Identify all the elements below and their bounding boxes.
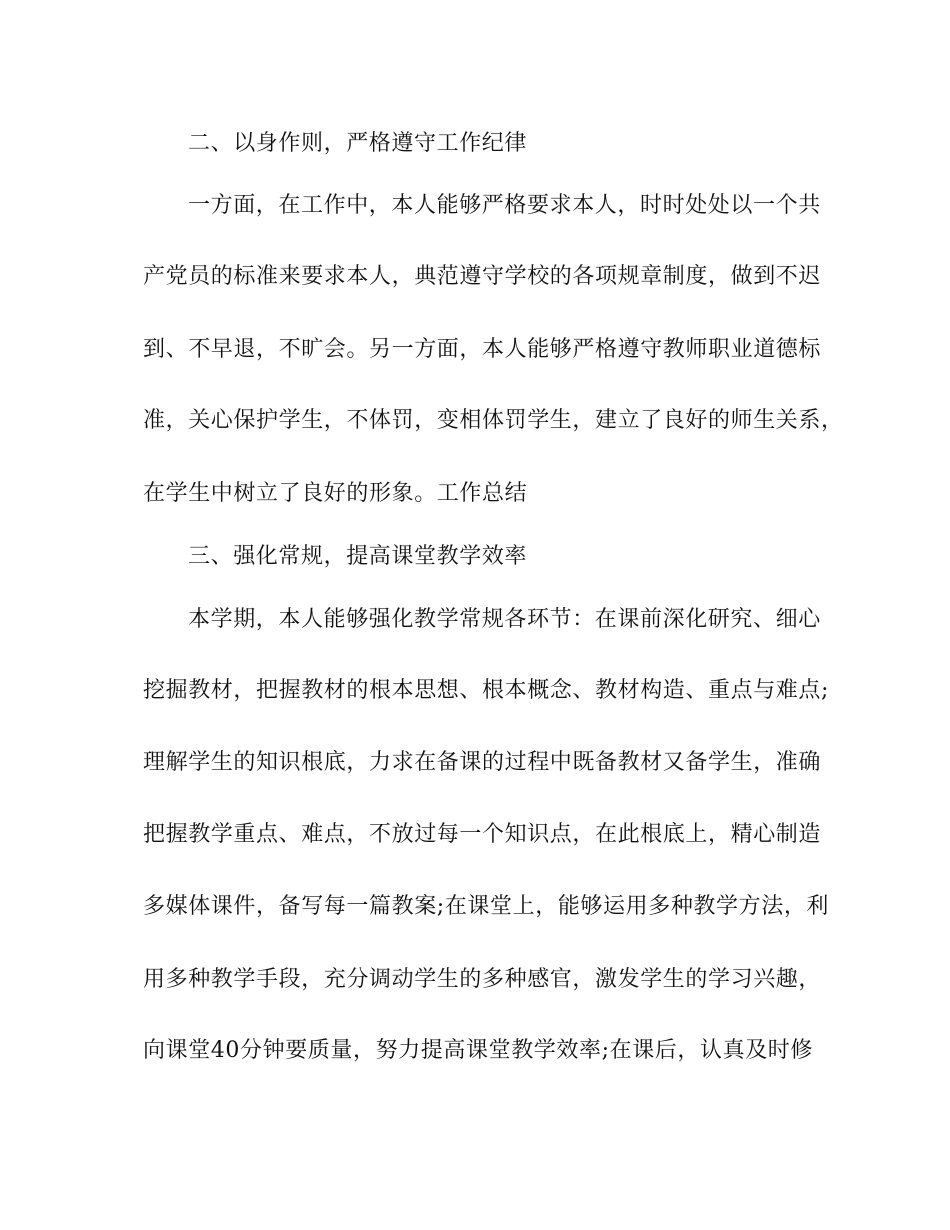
paragraph-line: 准，关心保护学生，不体罚，变相体罚学生，建立了良好的师生关系， [143, 408, 844, 433]
paragraph-line: 用多种教学手段，充分调动学生的多种感官，激发学生的学习兴趣， [143, 967, 822, 992]
paragraph-line: 一方面，在工作中，本人能够严格要求本人，时时处处以一个共 [188, 193, 821, 218]
section-heading-2: 二、以身作则，严格遵守工作纪律 [188, 131, 528, 156]
paragraph-line: 把握教学重点、难点，不放过每一个知识点，在此根底上，精心制造 [143, 822, 822, 847]
paragraph-line: 在学生中树立了良好的形象。工作总结 [143, 481, 528, 506]
paragraph-line: 多媒体课件，备写每一篇教案;在课堂上，能够运用多种教学方法，利 [143, 894, 830, 919]
paragraph-line: 理解学生的知识根底，力求在备课的过程中既备教材又备学生，准确 [143, 750, 822, 775]
paragraph-line: 到、不早退，不旷会。另一方面，本人能够严格遵守教师职业道德标 [143, 337, 822, 362]
section-heading-3: 三、强化常规，提高课堂教学效率 [188, 544, 528, 569]
paragraph-line: 本学期，本人能够强化教学常规各环节：在课前深化研究、细心 [188, 607, 821, 632]
paragraph-line: 产党员的标准来要求本人，典范遵守学校的各项规章制度，做到不迟 [143, 264, 822, 289]
paragraph-line: 向课堂40分钟要质量，努力提高课堂教学效率;在课后，认真及时修 [143, 1038, 814, 1063]
paragraph-line: 挖掘教材，把握教材的根本思想、根本概念、教材构造、重点与难点; [143, 678, 830, 703]
